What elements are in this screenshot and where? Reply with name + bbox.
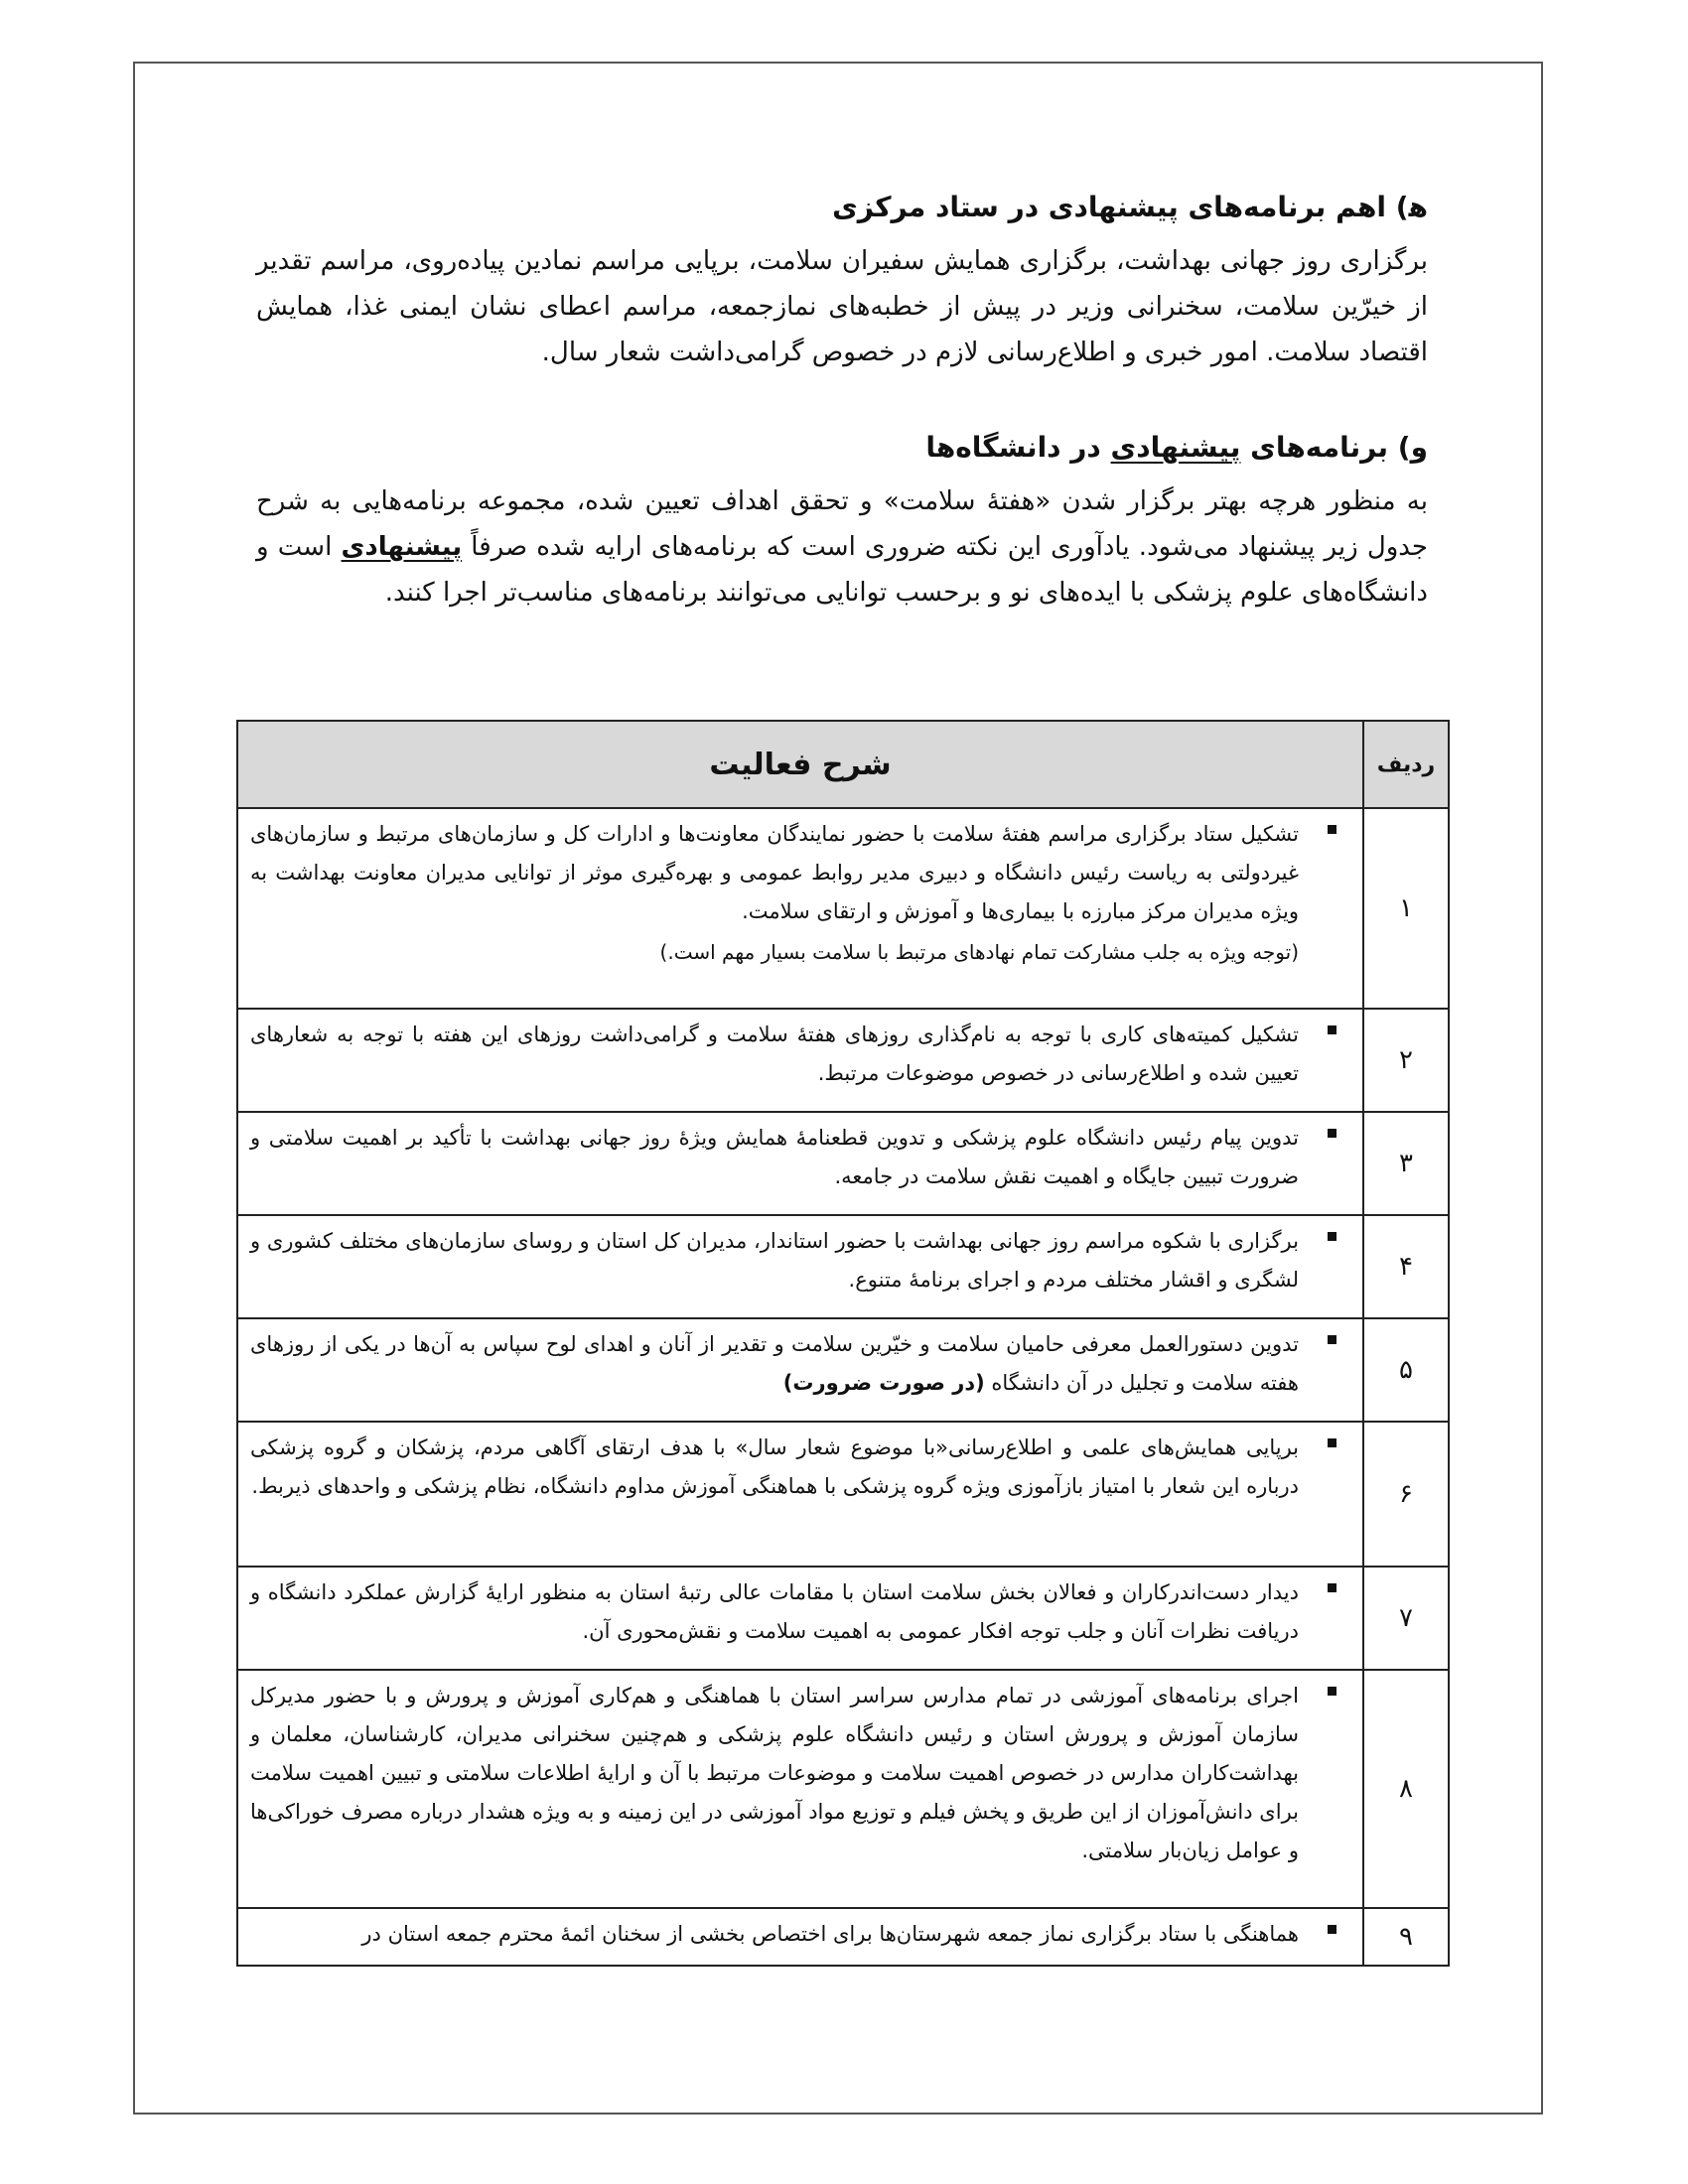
table-row (237, 1318, 1449, 1422)
section-v-body (256, 478, 1428, 615)
bullet-icon (1328, 1583, 1336, 1592)
row-description (237, 1318, 1363, 1422)
header-row-number: ردیف (1363, 721, 1449, 808)
bullet-icon (1328, 825, 1336, 834)
table-row (237, 1567, 1449, 1670)
table-row (237, 1112, 1449, 1215)
row-number: ۱ (1363, 808, 1449, 1009)
row-text: برپایی همایش‌های علمی و اطلاع‌رسانی«با موضوع شعار سال» با هدف ارتقای آگاهی مردم، پزشکان و گروه پزشکی درباره این شعار با امتیاز بازآموزی ویژه گروه پزشکی با هماهنگی آموزش مداوم دانشگاه، نظام پزشکی و واحدهای ذیربط. (250, 1435, 1299, 1498)
row-text: هماهنگی با ستاد برگزاری نماز جمعه شهرستان‌ها برای اختصاص بخشی از سخنان ائمهٔ محترم جمعه استان در (361, 1922, 1299, 1946)
table-row (237, 1908, 1449, 1966)
row-description (237, 808, 1363, 1009)
section-v-title-emph: پیشنهادی (1110, 431, 1241, 464)
row-text: تدوین دستورالعمل معرفی حامیان سلامت و خیّرین سلامت و تقدیر از آنان و اهدای لوح سپاس به آن‌ها در یکی از روزهای هفته سلامت و تجلیل در آن دانشگاه (250, 1332, 1299, 1395)
section-v-title (256, 425, 1428, 471)
activities-table (236, 720, 1450, 1967)
row-description (237, 1112, 1363, 1215)
table-header-row (237, 721, 1449, 808)
row-number: ۳ (1363, 1112, 1449, 1215)
row-number: ۸ (1363, 1670, 1449, 1908)
row-text: تشکیل ستاد برگزاری مراسم هفتهٔ سلامت با حضور نمایندگان معاونت‌ها و ادارات کل و سازمان‌های مرتبط و سازمان‌های غیردولتی به ریاست رئیس دانشگاه و دبیری مدیر روابط عمومی و بهره‌گیری موثر از توانایی مدیران معاونت بهداشت به ویژه مدیران مرکز مبارزه با بیماری‌ها و آموزش و ارتقای سلامت. (250, 822, 1299, 923)
row-number: ۴ (1363, 1215, 1449, 1318)
row-note: (توجه ویژه به جلب مشارکت تمام نهادهای مرتبط با سلامت بسیار مهم است.) (659, 940, 1299, 964)
section-v-body-emph: پیشنهادی (341, 532, 463, 562)
header-activity-description: شرح فعالیت (237, 721, 1363, 808)
bullet-icon (1328, 1687, 1336, 1696)
row-number: ۲ (1363, 1009, 1449, 1112)
table-row (237, 1215, 1449, 1318)
section-v-body-a: به منظور هرچه بهتر برگزار شدن «هفتهٔ سلامت» و تحقق اهداف تعیین شده، مجموعه برنامه‌هایی به شرح جدول زیر پیشنهاد می‌شود. یادآوری این نکته ضروری است که برنامه‌های ارایه شده صرفاً (256, 486, 1429, 562)
row-description (237, 1670, 1363, 1908)
bullet-icon (1328, 1438, 1336, 1447)
row-emphasis: (در صورت ضرورت) (782, 1371, 985, 1395)
document-body (256, 185, 1428, 615)
row-number: ۷ (1363, 1567, 1449, 1670)
row-description (237, 1215, 1363, 1318)
section-h-title: ﻫ) اهم برنامه‌های پیشنهادی در ستاد مرکزی (832, 191, 1428, 223)
table-row (237, 1670, 1449, 1908)
row-description (237, 1908, 1363, 1966)
row-number: ۵ (1363, 1318, 1449, 1422)
bullet-icon (1328, 1232, 1336, 1241)
bullet-icon (1328, 1925, 1336, 1934)
row-text: اجرای برنامه‌های آموزشی در تمام مدارس سراسر استان با هماهنگی و هم‌کاری آموزش و پرورش و با حضور مدیرکل سازمان آموزش و پرورش استان و رئیس دانشگاه علوم پزشکی و هم‌چنین سخنرانی مدیران، کارشناسان، معلمان و بهداشت‌کاران مدارس در خصوص اهمیت سلامت و موضوعات مرتبط با آن و ارایهٔ اطلاعات سلامتی و تبیین اهمیت سلامت برای دانش‌آموزان از این طریق و پخش فیلم و توزیع مواد آموزشی در این زمینه و به ویژه هشدار درباره مصرف خوراکی‌ها و عوامل زیان‌بار سلامتی. (250, 1684, 1299, 1862)
section-h-body: برگزاری روز جهانی بهداشت، برگزاری همایش سفیران سلامت، برپایی مراسم نمادین پیاده‌روی، مراسم تقدیر از خیرّین سلامت، سخنرانی وزیر در پیش از خطبه‌های نمازجمعه، مراسم اعطای نشان ایمنی غذا، همایش اقتصاد سلامت. امور خبری و اطلاع‌رسانی لازم در خصوص گرامی‌داشت شعار سال. (256, 246, 1428, 367)
section-v-title-prefix: و) برنامه‌های (1240, 431, 1428, 464)
table-row (237, 1009, 1449, 1112)
bullet-icon (1328, 1335, 1336, 1344)
row-text: تشکیل کمیته‌های کاری با توجه به نام‌گذاری روزهای هفتهٔ سلامت و گرامی‌داشت روزهای این هفته با توجه به شعارهای تعیین شده و اطلاع‌رسانی در خصوص موضوعات مرتبط. (250, 1023, 1299, 1085)
row-description (237, 1567, 1363, 1670)
row-text: تدوین پیام رئیس دانشگاه علوم پزشکی و تدوین قطعنامهٔ همایش ویژهٔ روز جهانی بهداشت با تأکید بر اهمیت سلامتی و ضرورت تبیین جایگاه و اهمیت نقش سلامت در جامعه. (250, 1126, 1299, 1188)
row-number: ۶ (1363, 1422, 1449, 1567)
section-v-body-b: است و دانشگاه‌های علوم پزشکی با ایده‌های نو و برحسب توانایی می‌توانند برنامه‌های مناسب‌تر اجرا کنند. (256, 532, 1428, 608)
row-description (237, 1422, 1363, 1567)
section-v-title-suffix: در دانشگاه‌ها (925, 431, 1111, 464)
row-number: ۹ (1363, 1908, 1449, 1966)
row-text: برگزاری با شکوه مراسم روز جهانی بهداشت با حضور استاندار، مدیران کل استان و روسای سازمان‌های مختلف کشوری و لشگری و اقشار مختلف مردم و اجرای برنامهٔ متنوع. (250, 1229, 1299, 1292)
row-text: دیدار دست‌اندرکاران و فعالان بخش سلامت استان با مقامات عالی رتبهٔ استان به منظور ارایهٔ گزارش عملکرد دانشگاه و دریافت نظرات آنان و جلب توجه افکار عمومی به اهمیت سلامت و نقش‌محوری آن. (250, 1580, 1299, 1643)
bullet-icon (1328, 1025, 1336, 1034)
table-row (237, 1422, 1449, 1567)
row-description (237, 1009, 1363, 1112)
bullet-icon (1328, 1129, 1336, 1138)
table-row (237, 808, 1449, 1009)
